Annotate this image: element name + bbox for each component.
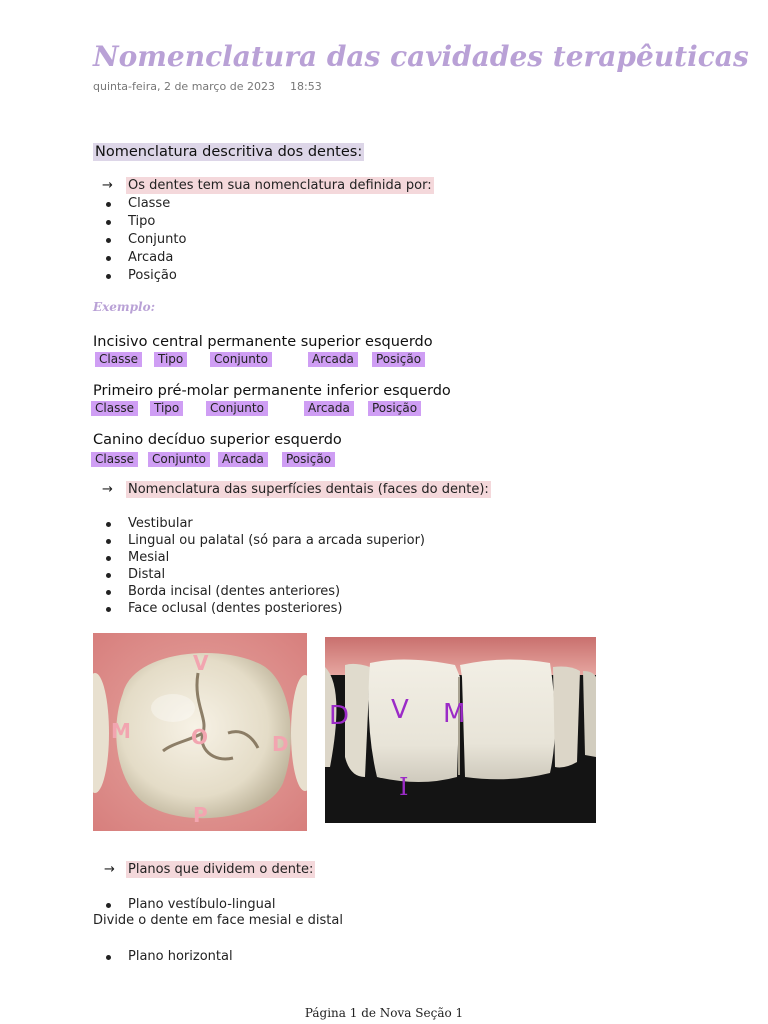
- letter-d: D: [329, 701, 350, 731]
- tag-conjunto: Conjunto: [148, 452, 210, 467]
- letter-v: V: [391, 695, 409, 725]
- arrow-icon: →: [102, 482, 113, 497]
- list-item: Tipo: [93, 213, 186, 231]
- example-name: Canino decíduo superior esquerdo: [93, 432, 342, 448]
- tag-conjunto: Conjunto: [206, 401, 268, 416]
- tag-posicao: Posição: [372, 352, 425, 367]
- page-time: 18:53: [290, 80, 322, 93]
- list-item: Borda incisal (dentes anteriores): [93, 583, 425, 600]
- example-name: Incisivo central permanente superior esquerdo: [93, 334, 433, 350]
- example-name: Primeiro pré-molar permanente inferior esquerdo: [93, 383, 451, 399]
- letter-i: I: [399, 773, 409, 801]
- list-item: Vestibular: [93, 515, 425, 532]
- letter-o: O: [191, 725, 209, 749]
- list-item: Mesial: [93, 549, 425, 566]
- list-item: Plano horizontal: [93, 948, 233, 965]
- plane-list-1: [93, 896, 275, 913]
- molar-photo: [93, 633, 307, 831]
- tag-arcada: Arcada: [308, 352, 358, 367]
- intro-text: [126, 178, 434, 193]
- page-title: Nomenclatura das cavidades terapêuticas: [93, 40, 749, 73]
- class-list: [93, 195, 186, 285]
- plane-list-2: [93, 948, 233, 965]
- letter-p: P: [193, 803, 208, 827]
- list-item: Plano vestíbulo-lingual: [93, 896, 275, 913]
- letter-m: M: [111, 719, 131, 743]
- tag-tipo: Tipo: [154, 352, 187, 367]
- letter-m: M: [443, 699, 466, 729]
- tag-posicao: Posição: [282, 452, 335, 467]
- list-item: Posição: [93, 267, 186, 285]
- page-date: quinta-feira, 2 de março de 2023: [93, 80, 275, 93]
- list-item: Classe: [93, 195, 186, 213]
- arrow-icon: →: [102, 178, 113, 193]
- list-item: Lingual ou palatal (só para a arcada superior): [93, 532, 425, 549]
- letter-d: D: [272, 732, 289, 756]
- tag-tipo: Tipo: [150, 401, 183, 416]
- section-heading: [93, 141, 364, 160]
- intro-text: [126, 482, 491, 497]
- list-item: Face oclusal (dentes posteriores): [93, 600, 425, 617]
- tag-classe: Classe: [91, 452, 138, 467]
- intro-text: [126, 862, 315, 877]
- plane-description: Divide o dente em face mesial e distal: [93, 913, 343, 928]
- arrow-icon: →: [104, 862, 115, 877]
- intro-highlight: Os dentes tem sua nomenclatura definida por:: [128, 178, 432, 193]
- tag-arcada: Arcada: [304, 401, 354, 416]
- example-label: Exemplo:: [93, 300, 156, 314]
- incisor-photo: [325, 637, 596, 823]
- list-item: Arcada: [93, 249, 186, 267]
- heading-text: Nomenclatura descritiva dos dentes:: [95, 144, 363, 160]
- letter-v: V: [193, 651, 209, 675]
- list-item: Distal: [93, 566, 425, 583]
- list-item: Conjunto: [93, 231, 186, 249]
- tag-conjunto: Conjunto: [210, 352, 272, 367]
- tag-classe: Classe: [95, 352, 142, 367]
- tag-classe: Classe: [91, 401, 138, 416]
- page-footer: Página 1 de Nova Seção 1: [304, 1006, 464, 1020]
- tag-arcada: Arcada: [218, 452, 268, 467]
- surface-list: [93, 515, 425, 617]
- intro-highlight: Planos que dividem o dente:: [128, 862, 314, 877]
- intro-highlight: Nomenclatura das superfícies dentais (faces do dente):: [128, 482, 489, 497]
- incisor-illustration: [325, 637, 596, 823]
- tag-posicao: Posição: [368, 401, 421, 416]
